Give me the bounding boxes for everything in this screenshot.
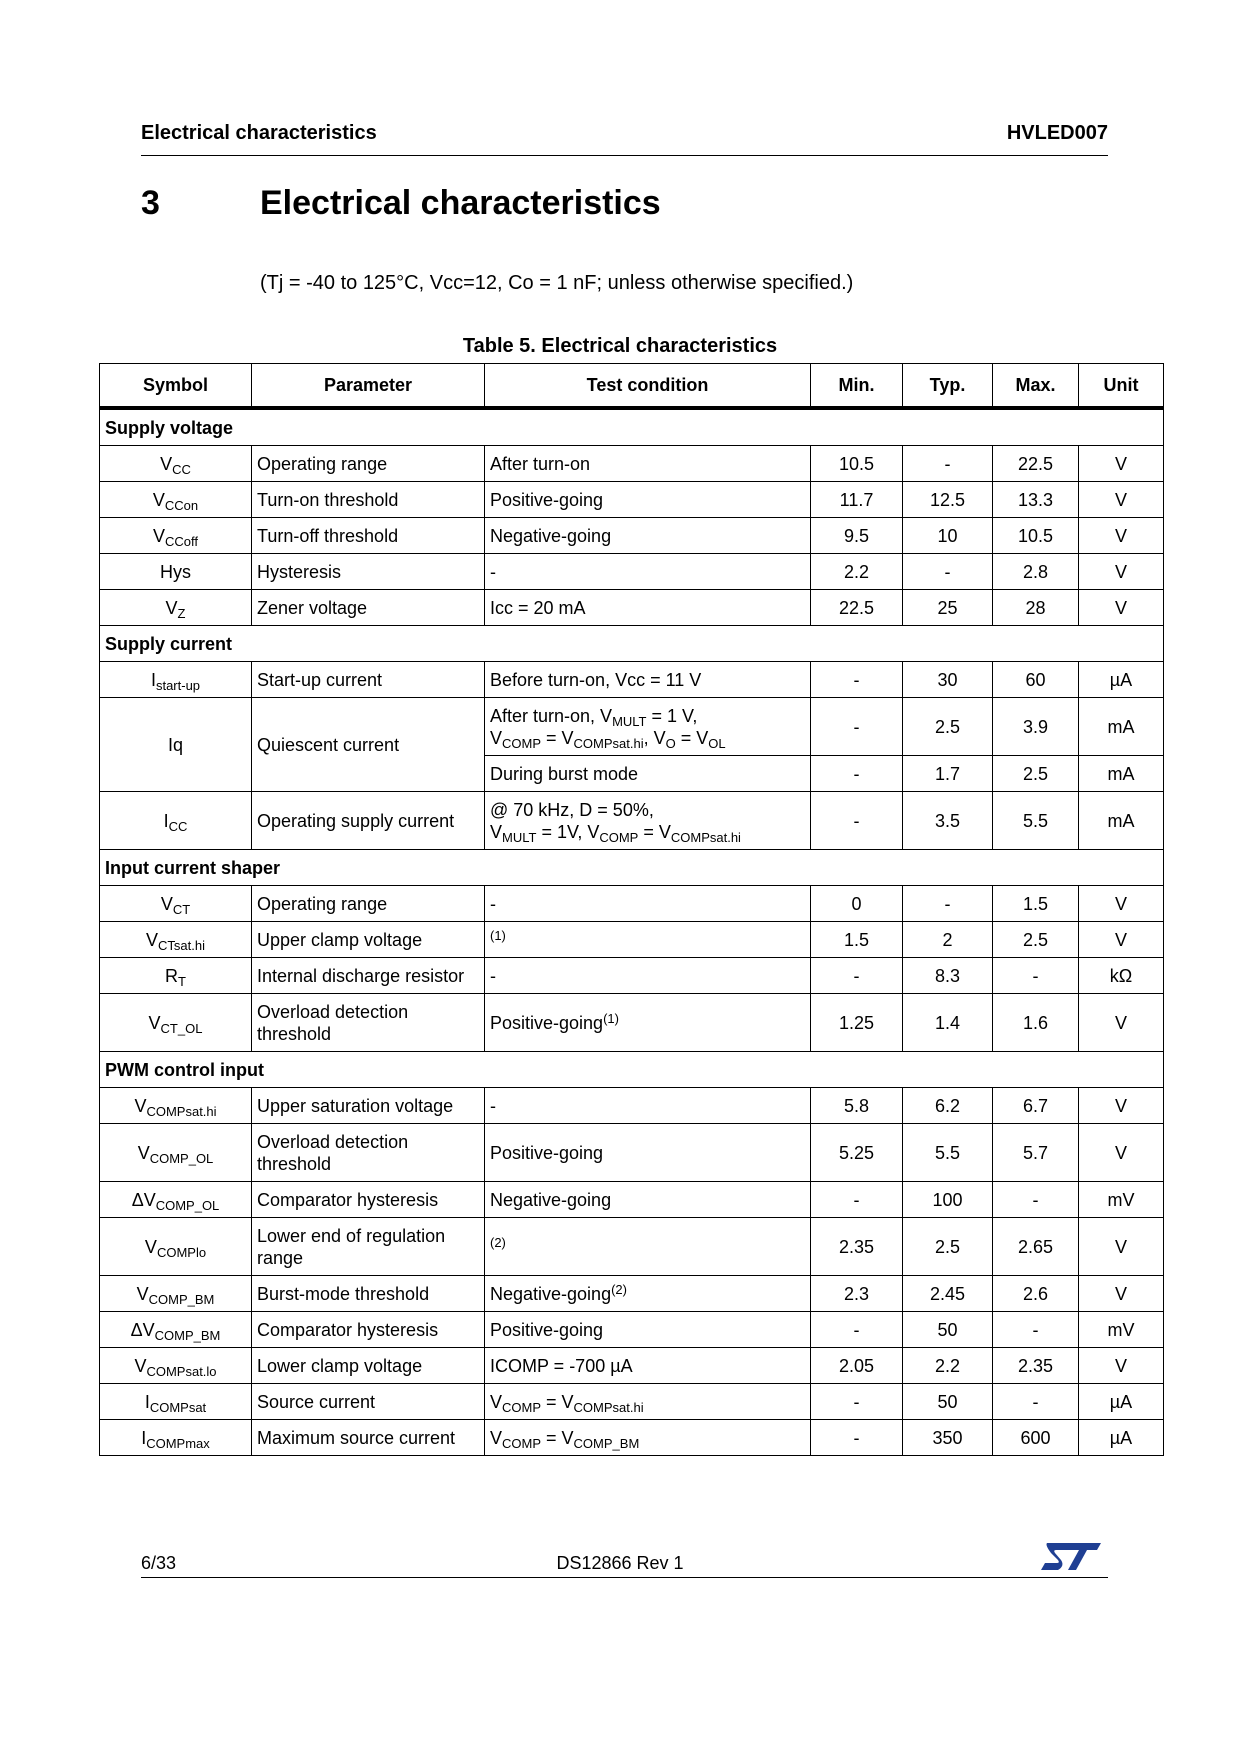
symbol-subscript: Z [177,605,186,621]
condition-text: Negative-going [490,1189,612,1210]
test-condition-cell [485,482,811,518]
symbol-subscript: CTsat.hi [158,937,205,953]
value-unit: V [1079,886,1164,922]
note-ref: (2) [611,1281,627,1297]
condition-text: , V [643,727,666,748]
parameter-cell: Source current [252,1384,485,1420]
value-unit: V [1079,922,1164,958]
value-min: - [811,1312,903,1348]
value-typ: - [903,554,993,590]
value-max: 6.7 [993,1088,1079,1124]
value-min: 1.25 [811,994,903,1052]
condition-text: Positive-going [490,1319,604,1340]
condition-text: V [490,1391,503,1412]
value-typ: - [903,446,993,482]
value-max: 13.3 [993,482,1079,518]
table-row [100,958,1164,994]
test-conditions-note: (Tj = -40 to 125°C, Vcc=12, Co = 1 nF; unless otherwise specified.) [260,272,854,294]
symbol-base: V [136,1283,149,1304]
symbol-cell [100,994,252,1052]
table-header-row [100,364,1164,409]
value-typ: 2.5 [903,698,993,756]
running-header-section: Electrical characteristics [141,122,377,144]
symbol-subscript: CC [168,818,188,834]
symbol-base: Hys [160,561,191,582]
parameter-cell: Lower clamp voltage [252,1348,485,1384]
table-row [100,446,1164,482]
table-row [100,922,1164,958]
condition-text: - [490,1095,496,1116]
parameter-cell: Operating range [252,886,485,922]
parameter-cell: Upper saturation voltage [252,1088,485,1124]
col-header-symbol: Symbol [100,364,252,409]
condition-subscript: COMP_BM [573,1435,640,1451]
value-unit: µA [1079,1420,1164,1456]
condition-text: Positive-going [490,489,604,510]
value-typ: 10 [903,518,993,554]
condition-subscript: COMPsat.hi [670,829,741,845]
condition-line [490,821,805,843]
parameter-cell: Burst-mode threshold [252,1276,485,1312]
symbol-base: V [160,453,173,474]
table-row [100,1348,1164,1384]
value-unit: mA [1079,756,1164,792]
value-typ: 350 [903,1420,993,1456]
col-header-max: Max. [993,364,1079,409]
value-max: 2.35 [993,1348,1079,1384]
symbol-base: ΔV [130,1319,155,1340]
value-max: 2.5 [993,756,1079,792]
condition-text: = 1 V, [646,705,698,726]
condition-subscript: COMP [502,735,542,751]
symbol-subscript: CCoff [165,533,198,549]
test-condition-cell [485,662,811,698]
symbol-base: ΔV [131,1189,156,1210]
footer-rule [141,1577,1108,1578]
value-max: - [993,1312,1079,1348]
symbol-subscript: COMPmax [146,1435,210,1451]
value-unit: V [1079,1348,1164,1384]
value-max: 5.7 [993,1124,1079,1182]
table-row [100,1384,1164,1420]
condition-text: @ 70 kHz, D = 50%, [490,799,654,820]
condition-text: Negative-going [490,525,612,546]
table-row [100,1182,1164,1218]
value-min: 1.5 [811,922,903,958]
value-min: 11.7 [811,482,903,518]
value-unit: V [1079,482,1164,518]
st-logo [1039,1539,1101,1573]
test-condition-cell [485,1218,811,1276]
condition-subscript: OL [708,735,726,751]
group-row [100,1052,1164,1088]
condition-subscript: COMP [599,829,639,845]
st-logo-text: ST [1039,1539,1041,1540]
value-max: 5.5 [993,792,1079,850]
parameter-cell: Operating supply current [252,792,485,850]
test-condition-cell [485,1088,811,1124]
value-min: 2.05 [811,1348,903,1384]
value-min: 2.3 [811,1276,903,1312]
symbol-base: V [152,489,165,510]
group-row [100,850,1164,886]
symbol-cell [100,554,252,590]
value-min: - [811,662,903,698]
symbol-subscript: COMP_BM [148,1291,215,1307]
symbol-cell [100,1088,252,1124]
symbol-subscript: start-up [155,677,201,693]
condition-text: After turn-on, V [490,705,613,726]
table-row [100,518,1164,554]
parameter-cell: Upper clamp voltage [252,922,485,958]
condition-text: V [490,727,503,748]
value-max: 2.8 [993,554,1079,590]
table-row [100,1088,1164,1124]
parameter-cell: Internal discharge resistor [252,958,485,994]
value-typ: 50 [903,1312,993,1348]
parameter-cell: Overload detection threshold [252,994,485,1052]
symbol-subscript: T [178,973,186,989]
value-max: 3.9 [993,698,1079,756]
symbol-cell [100,1348,252,1384]
value-max: - [993,958,1079,994]
running-header-part-number: HVLED007 [1006,122,1108,144]
value-min: 2.2 [811,554,903,590]
condition-subscript: COMP [502,1399,542,1415]
col-header-unit: Unit [1079,364,1164,409]
value-min: 0 [811,886,903,922]
test-condition-cell [485,590,811,626]
test-condition-cell [485,554,811,590]
value-typ: 3.5 [903,792,993,850]
value-unit: kΩ [1079,958,1164,994]
value-unit: V [1079,1218,1164,1276]
symbol-cell [100,958,252,994]
value-typ: 30 [903,662,993,698]
condition-text: After turn-on [490,453,591,474]
value-max: 60 [993,662,1079,698]
value-min: - [811,1384,903,1420]
table-row [100,886,1164,922]
test-condition-cell [485,446,811,482]
col-header-parameter: Parameter [252,364,485,409]
condition-subscript: COMP [502,1435,542,1451]
value-unit: V [1079,1088,1164,1124]
value-typ: 2.5 [903,1218,993,1276]
note-ref: (2) [490,1234,506,1250]
value-typ: 2 [903,922,993,958]
value-max: 2.6 [993,1276,1079,1312]
symbol-cell [100,446,252,482]
symbol-cell: Iq [100,698,252,792]
parameter-cell: Hysteresis [252,554,485,590]
symbol-base: V [148,1012,161,1033]
value-min: - [811,1182,903,1218]
parameter-cell: Comparator hysteresis [252,1312,485,1348]
section-number: 3 [141,184,160,222]
value-unit: V [1079,1124,1164,1182]
table-row [100,1218,1164,1276]
test-condition-cell [485,958,811,994]
electrical-characteristics-table [99,363,1164,1456]
parameter-cell: Lower end of regulation range [252,1218,485,1276]
value-max: 2.5 [993,922,1079,958]
test-condition-cell [485,1124,811,1182]
test-condition-cell [485,1420,811,1456]
table-caption: Table 5. Electrical characteristics [462,335,778,357]
value-max: 2.65 [993,1218,1079,1276]
value-unit: V [1079,590,1164,626]
table-row [100,1420,1164,1456]
value-max: 10.5 [993,518,1079,554]
section-title: Electrical characteristics [260,184,661,222]
condition-line [490,727,805,749]
group-heading: Supply voltage [100,408,1164,446]
value-max: - [993,1384,1079,1420]
group-heading: Supply current [100,626,1164,662]
symbol-cell [100,1384,252,1420]
value-unit: µA [1079,1384,1164,1420]
table-row [100,1124,1164,1182]
condition-text: Negative-going [490,1283,612,1304]
symbol-cell [100,1182,252,1218]
symbol-base: V [137,1142,150,1163]
table-row [100,590,1164,626]
symbol-cell [100,792,252,850]
value-typ: 50 [903,1384,993,1420]
value-min: 9.5 [811,518,903,554]
value-typ: 1.7 [903,756,993,792]
value-typ: 100 [903,1182,993,1218]
symbol-cell [100,1124,252,1182]
value-min: - [811,756,903,792]
group-row [100,626,1164,662]
test-condition-cell [485,886,811,922]
value-unit: V [1079,994,1164,1052]
symbol-base: V [134,1095,147,1116]
condition-text: = V [541,727,574,748]
symbol-subscript: COMPsat [149,1399,207,1415]
test-condition-cell [485,1348,811,1384]
symbol-cell [100,590,252,626]
condition-text: Icc = 20 mA [490,597,586,618]
table-row [100,994,1164,1052]
value-max: - [993,1182,1079,1218]
table-row [100,698,1164,756]
value-max: 28 [993,590,1079,626]
condition-text: Positive-going [490,1142,604,1163]
condition-line [490,705,805,727]
symbol-base: V [134,1355,147,1376]
value-min: 10.5 [811,446,903,482]
test-condition-cell [485,1384,811,1420]
symbol-cell [100,1312,252,1348]
symbol-cell [100,886,252,922]
value-typ: 5.5 [903,1124,993,1182]
condition-subscript: MULT [502,829,537,845]
condition-text: = 1V, V [536,821,600,842]
test-condition-cell [485,994,811,1052]
value-min: 5.25 [811,1124,903,1182]
symbol-cell [100,1420,252,1456]
col-header-typ: Typ. [903,364,993,409]
value-unit: µA [1079,662,1164,698]
parameter-cell: Quiescent current [252,698,485,792]
table-row [100,482,1164,518]
condition-subscript: O [665,735,676,751]
parameter-cell: Operating range [252,446,485,482]
symbol-base: V [144,1236,157,1257]
condition-text: V [490,1427,503,1448]
parameter-cell: Start-up current [252,662,485,698]
test-condition-cell [485,518,811,554]
condition-subscript: MULT [612,713,647,729]
value-max: 22.5 [993,446,1079,482]
value-typ: 25 [903,590,993,626]
value-min: 5.8 [811,1088,903,1124]
test-condition-cell [485,698,811,756]
group-heading: Input current shaper [100,850,1164,886]
table-row [100,1312,1164,1348]
symbol-subscript: CC [172,461,191,477]
col-header-min: Min. [811,364,903,409]
symbol-subscript: COMPsat.hi [146,1103,217,1119]
value-typ: 12.5 [903,482,993,518]
page-number: 6/33 [141,1553,177,1573]
symbol-base: V [146,929,159,950]
value-typ: 2.45 [903,1276,993,1312]
symbol-cell [100,482,252,518]
note-ref: (1) [490,927,506,943]
value-min: - [811,958,903,994]
parameter-cell: Turn-on threshold [252,482,485,518]
condition-text: = V [638,821,671,842]
parameter-cell: Comparator hysteresis [252,1182,485,1218]
value-min: 2.35 [811,1218,903,1276]
condition-text: Positive-going [490,1012,604,1033]
table-row [100,662,1164,698]
value-typ: 1.4 [903,994,993,1052]
symbol-cell [100,662,252,698]
symbol-subscript: COMP_OL [149,1150,214,1166]
value-unit: mV [1079,1312,1164,1348]
document-revision: DS12866 Rev 1 [556,1553,684,1573]
header-rule [141,155,1108,156]
symbol-base: I [163,810,169,831]
value-unit: V [1079,1276,1164,1312]
symbol-subscript: CCon [164,497,199,513]
value-unit: mA [1079,698,1164,756]
test-condition-cell [485,1276,811,1312]
condition-text: = V [675,727,709,748]
condition-subscript: COMPsat.hi [573,1399,644,1415]
symbol-base: I [141,1427,147,1448]
value-typ: 8.3 [903,958,993,994]
value-unit: mV [1079,1182,1164,1218]
parameter-cell: Zener voltage [252,590,485,626]
symbol-subscript: COMP_OL [155,1197,220,1213]
value-max: 1.6 [993,994,1079,1052]
table-row [100,792,1164,850]
symbol-cell [100,1276,252,1312]
value-max: 600 [993,1420,1079,1456]
condition-text: - [490,893,496,914]
value-unit: V [1079,446,1164,482]
symbol-subscript: COMPlo [156,1244,207,1260]
parameter-cell: Maximum source current [252,1420,485,1456]
test-condition-cell: During burst mode [485,756,811,792]
value-typ: - [903,886,993,922]
test-condition-cell [485,1312,811,1348]
note-ref: (1) [603,1010,619,1026]
condition-subscript: COMPsat.hi [573,735,644,751]
symbol-cell [100,922,252,958]
value-min: - [811,792,903,850]
symbol-subscript: COMP_BM [154,1327,221,1343]
symbol-base: I [150,669,156,690]
symbol-base: V [152,525,165,546]
condition-text: Before turn-on, Vcc = 11 V [490,669,702,690]
symbol-base: V [165,597,178,618]
symbol-cell [100,1218,252,1276]
table-row [100,1276,1164,1312]
parameter-cell: Turn-off threshold [252,518,485,554]
value-typ: 2.2 [903,1348,993,1384]
condition-text: = V [541,1391,574,1412]
symbol-base: I [144,1391,150,1412]
test-condition-cell [485,1182,811,1218]
group-row [100,408,1164,446]
condition-text: = V [541,1427,574,1448]
parameter-cell: Overload detection threshold [252,1124,485,1182]
value-unit: mA [1079,792,1164,850]
test-condition-cell [485,792,811,850]
value-unit: V [1079,554,1164,590]
condition-text: V [490,821,503,842]
table-row [100,554,1164,590]
value-unit: V [1079,518,1164,554]
value-min: - [811,698,903,756]
symbol-subscript: CT_OL [160,1020,203,1036]
col-header-test-condition: Test condition [485,364,811,409]
group-heading: PWM control input [100,1052,1164,1088]
value-min: 22.5 [811,590,903,626]
test-condition-cell [485,922,811,958]
value-max: 1.5 [993,886,1079,922]
condition-text: - [490,965,496,986]
symbol-subscript: COMPsat.lo [146,1363,217,1379]
symbol-base: V [160,893,173,914]
value-typ: 6.2 [903,1088,993,1124]
symbol-base: R [165,965,179,986]
condition-text: - [490,561,496,582]
value-min: - [811,1420,903,1456]
condition-text: ICOMP = -700 µA [490,1355,633,1376]
symbol-cell [100,518,252,554]
symbol-subscript: CT [172,901,191,917]
